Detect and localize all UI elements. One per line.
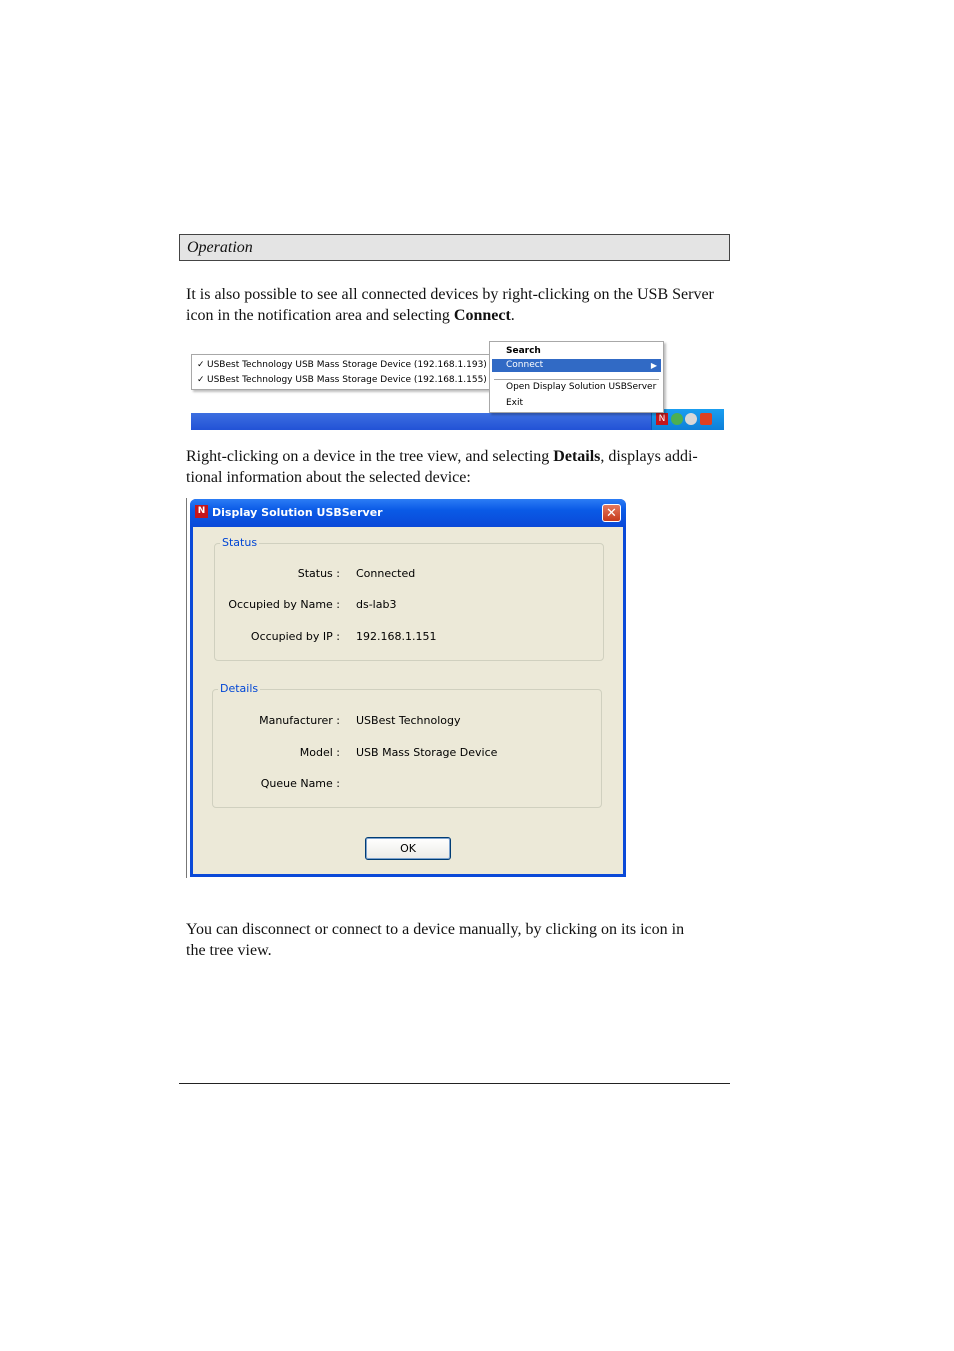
taskbar [191, 413, 651, 430]
tray-context-menu [489, 341, 664, 413]
para1-line2-post: . [510, 307, 515, 324]
para2-bold-details: Details [553, 448, 601, 465]
menu-item-open[interactable]: Open Display Solution USBServer [506, 382, 657, 392]
app-icon: N [195, 505, 208, 518]
occupied-name-label: Occupied by Name : [228, 598, 340, 611]
model-label: Model : [299, 746, 340, 759]
tray-menu-screenshot [190, 341, 724, 431]
queue-name-label: Queue Name : [260, 777, 340, 790]
para2-line1-pre: Right-clicking on a device in the tree view, and selecting [186, 448, 554, 465]
submenu-arrow-icon: ▶ [650, 361, 657, 370]
status-value: Connected [356, 567, 416, 580]
menu-separator [494, 379, 659, 380]
check-icon: ✓ [197, 360, 205, 370]
menu-item-connect[interactable] [492, 359, 661, 372]
check-icon: ✓ [197, 375, 205, 385]
screenshot-edge [186, 498, 187, 878]
para1-line1: It is also possible to see all connected devices by right-clicking on the USB Server [186, 286, 714, 303]
paragraph-manual [186, 919, 726, 961]
menu-item-connect-label: Connect [506, 360, 544, 370]
manufacturer-label: Manufacturer : [259, 714, 340, 727]
model-value: USB Mass Storage Device [356, 746, 498, 759]
status-label: Status : [297, 567, 340, 580]
paragraph-details [186, 446, 726, 488]
status-group [214, 536, 604, 661]
device-item-label: USBest Technology USB Mass Storage Device (192.168.1.193) [207, 360, 487, 370]
para2-line2: tional information about the selected device: [186, 469, 471, 486]
section-title: Operation [187, 239, 253, 256]
details-group [212, 682, 602, 808]
footer-rule [179, 1083, 730, 1084]
close-button[interactable]: ✕ [602, 504, 621, 522]
device-item-1[interactable] [197, 360, 487, 370]
manufacturer-value: USBest Technology [356, 714, 461, 727]
device-item-2[interactable] [197, 375, 487, 385]
occupied-ip-label: Occupied by IP : [250, 630, 340, 643]
volume-tray-icon[interactable] [700, 413, 712, 425]
network-tray-icon[interactable] [671, 413, 683, 425]
dialog-title: Display Solution USBServer [212, 506, 383, 519]
usbserver-tray-icon[interactable]: N [656, 413, 668, 425]
para2-line1-post: , displays addi- [600, 448, 698, 465]
dialog-titlebar[interactable] [190, 499, 626, 527]
occupied-ip-value: 192.168.1.151 [356, 630, 437, 643]
dialog-client [193, 527, 623, 874]
device-submenu [191, 354, 491, 390]
paragraph-intro [186, 284, 726, 326]
status-group-legend: Status [222, 536, 258, 549]
menu-item-exit[interactable]: Exit [506, 398, 524, 408]
para3-line1: You can disconnect or connect to a device manually, by clicking on its icon in [186, 921, 685, 938]
menu-item-search[interactable]: Search [506, 346, 541, 356]
section-header [179, 234, 730, 261]
security-tray-icon[interactable] [685, 413, 697, 425]
details-group-legend: Details [220, 682, 259, 695]
para3-line2: the tree view. [186, 942, 272, 959]
device-item-label: USBest Technology USB Mass Storage Device (192.168.1.155) [207, 375, 487, 385]
para1-bold-connect: Connect [453, 307, 511, 324]
para1-line2-pre: icon in the notification area and selecting [186, 307, 454, 324]
details-dialog [190, 499, 626, 877]
ok-button[interactable]: OK [365, 837, 451, 860]
occupied-name-value: ds-lab3 [356, 598, 397, 611]
